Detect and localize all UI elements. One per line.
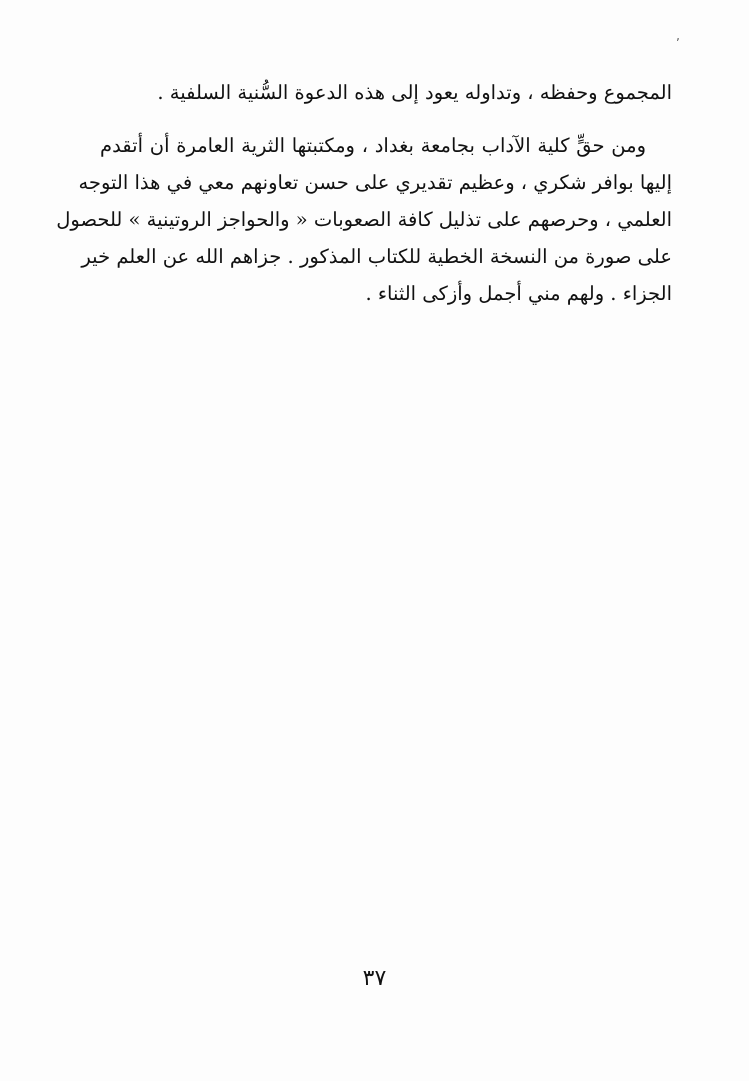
paragraph-1-line: المجموع وحفظه ، وتداوله يعود إلى هذه الدعوة السُّنية السلفية . xyxy=(157,81,672,104)
paragraph-2 xyxy=(56,127,672,312)
corner-mark: ʼ xyxy=(676,36,680,50)
page-number: ٣٧ xyxy=(362,966,387,991)
paragraph-2-line: على صورة من النسخة الخطية للكتاب المذكور . جزاهم الله عن العلم خير xyxy=(81,245,672,268)
paragraph-spacer xyxy=(100,111,672,127)
paragraph-2-line: إليها بوافر شكري ، وعظيم تقديري على حسن تعاونهم معي في هذا التوجه xyxy=(78,171,672,194)
paragraph-2-line: العلمي ، وحرصهم على تذليل كافة الصعوبات « والحواجز الروتينية » للحصول xyxy=(56,208,672,231)
paragraph-2-line: الجزاء . ولهم مني أجمل وأزكى الثناء . xyxy=(365,282,672,305)
paragraph-1 xyxy=(100,74,672,111)
body-text xyxy=(56,74,672,312)
paragraph-2-line: ومن حقٍّ كلية الآداب بجامعة بغداد ، ومكتبتها الثرية العامرة أن أتقدم xyxy=(100,134,646,157)
